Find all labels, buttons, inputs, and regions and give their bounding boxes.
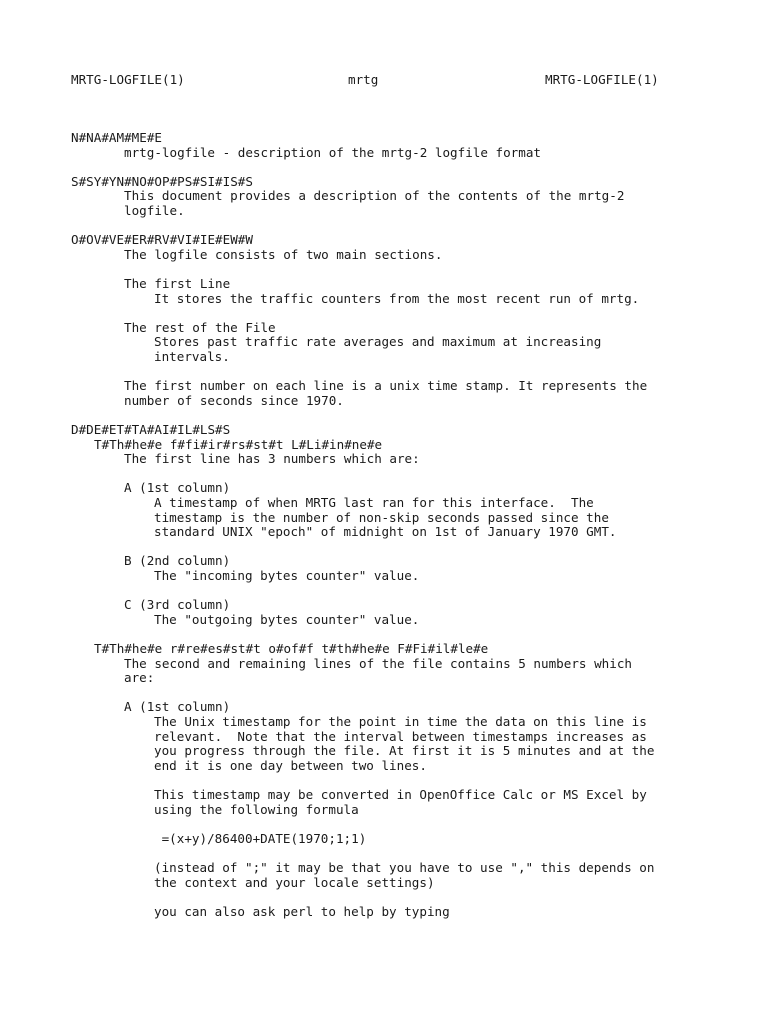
body-text-line: timestamp is the number of non-skip seconds passed since the	[154, 509, 609, 525]
body-text-line: The first number on each line is a unix time stamp. It represents the	[124, 378, 648, 394]
body-text-line: intervals.	[154, 349, 230, 364]
body-text-line: standard UNIX "epoch" of midnight on 1st of January 1970 GMT.	[154, 524, 617, 540]
section-heading: D#DE#ET#TA#AI#IL#LS#S	[71, 422, 231, 437]
header-left: MRTG-LOGFILE(1)	[71, 72, 185, 87]
subsection-heading: T#Th#he#e f#fi#ir#rs#st#t L#Li#in#ne#e	[94, 436, 383, 452]
body-text-line: B (2nd column)	[124, 553, 231, 569]
subsection-heading: T#Th#he#e r#re#es#st#t o#of#f t#th#he#e F#Fi#il#le#e	[94, 641, 489, 656]
body-text-line: The first Line	[124, 276, 231, 291]
body-text-line: The "incoming bytes counter" value.	[154, 568, 420, 583]
body-text-line: (instead of ";" it may be that you have to use "," this depends on	[154, 860, 655, 875]
body-text-line: The second and remaining lines of the file contains 5 numbers which	[124, 655, 632, 671]
section-heading: O#OV#VE#ER#RV#VI#IE#EW#W	[71, 232, 253, 248]
header-right: MRTG-LOGFILE(1)	[545, 72, 659, 87]
body-text-line: =(x+y)/86400+DATE(1970;1;1)	[154, 830, 367, 846]
body-text-line: The first line has 3 numbers which are:	[124, 451, 420, 467]
body-text-line: The Unix timestamp for the point in time the data on this line is	[154, 714, 647, 729]
body-text-line: you can also ask perl to help by typing	[154, 903, 450, 919]
header-center: mrtg	[348, 72, 379, 87]
body-text-line: This document provides a description of the contents of the mrtg-2	[124, 188, 625, 204]
body-text-line: the context and your locale settings)	[154, 874, 435, 890]
body-text-line: are:	[124, 670, 155, 686]
body-text-line: you progress through the file. At first it is 5 minutes and at the	[154, 743, 655, 759]
section-heading: S#SY#YN#NO#OP#PS#SI#IS#S	[71, 173, 253, 189]
body-text-line: Stores past traffic rate averages and maximum at increasing	[154, 334, 602, 350]
section-heading: N#NA#AM#ME#E	[71, 130, 162, 145]
body-text-line: A (1st column)	[124, 699, 231, 715]
body-text-line: The logfile consists of two main sections.	[124, 246, 443, 262]
body-text-line: A (1st column)	[124, 480, 231, 496]
body-text-line: using the following formula	[154, 801, 359, 817]
body-text-line: It stores the traffic counters from the most recent run of mrtg.	[154, 290, 640, 306]
body-text-line: number of seconds since 1970.	[124, 392, 344, 408]
body-text-line: C (3rd column)	[124, 597, 231, 613]
body-text-line: logfile.	[124, 203, 185, 218]
body-text-line: end it is one day between two lines.	[154, 757, 427, 773]
body-text-line: A timestamp of when MRTG last ran for this interface. The	[154, 495, 594, 510]
body-text-line: The rest of the File	[124, 319, 276, 335]
body-text-line: The "outgoing bytes counter" value.	[154, 611, 420, 627]
body-text-line: relevant. Note that the interval between timestamps increases as	[154, 728, 647, 744]
body-text-line: This timestamp may be converted in OpenOffice Calc or MS Excel by	[154, 787, 647, 802]
body-text-line: mrtg-logfile - description of the mrtg-2 logfile format	[124, 144, 542, 160]
